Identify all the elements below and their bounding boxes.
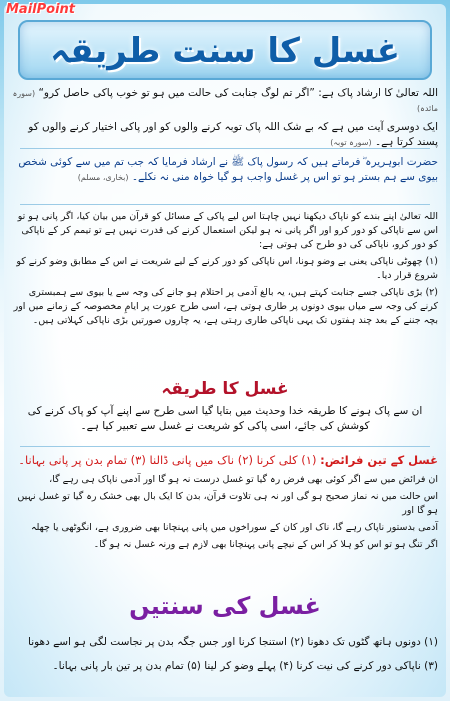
faraiz-label: غسل کے تین فرائض: bbox=[320, 453, 438, 467]
faraiz-note-3: آدمی بدستور ناپاک رہے گا، ناک اور کان کے سوراخوں میں پانی پہنچانا بھی ضروری ہے، انگوٹھی یا چھلہ bbox=[30, 522, 438, 533]
faraiz-list bbox=[12, 452, 438, 469]
sunnah-row-2: (۳) ناپاکی دور کرنے کی نیت کرنا (۴) پہلے وضو کر لینا (۵) تمام بدن پر تین بار پانی بہانا۔ bbox=[52, 660, 438, 672]
faraiz-block bbox=[12, 452, 438, 552]
hadith-text: حضرت ابوہریرہ ؓ فرماتے ہیں کہ رسول پاک ﷺ نے ارشاد فرمایا کہ جب تم میں سے کوئی شخص بیوی سے ہم بستر ہو تو اس پر غسل واجب ہو گیا خواہ منی نہ نکلے۔ (بخاری، مسلم) bbox=[18, 156, 438, 183]
faraiz-note-1: ان فرائض میں سے اگر کوئی بھی فرض رہ گیا تو غسل درست نہ ہو گا اور آدمی ناپاک ہی رہے گا، bbox=[49, 474, 438, 485]
body-para-3: (۲) بڑی ناپاکی جسے جنابت کہتے ہیں، یہ بالغ آدمی پر احتلام ہو جانے کی وجہ سے یا بیوی سے ہمبستری کرنے کی وجہ سے میاں بیوی دونوں پر طاری ہوتی ہے، اسی طرح عورت پر ایامِ مخصوصہ کے زمانے میں اور بچہ جننے کے بعد چند ہفتوں تک یہی ناپاکی طاری رہتی ہے، یہ چاروں صورتیں بڑی ناپاکی کہلاتی ہیں۔ bbox=[13, 287, 438, 326]
title-banner bbox=[18, 20, 432, 80]
faraiz-note-4: اگر تنگ ہو تو اس کو ہلا کر اس کے نیچے پانی پہنچانا بھی لازم ہے ورنہ غسل نہ ہو گا۔ bbox=[93, 539, 438, 550]
sunnah-list bbox=[12, 634, 438, 674]
body-para-1: اللہ تعالیٰ اپنے بندے کو ناپاک دیکھنا نہیں چاہتا اس لیے پاکی کے مسائل کو قرآن میں بیان کیا، اگر پانی ہو تو اس سے ناپاکی کو دور کرو اور اگر پانی نہ ہو لیکن استعمال کرنے کی قدرت نہیں ہے تو تیمم کر کے ناپاکی کو دور کرو، ناپاکی کی دو طرح کی ہوتی ہے: bbox=[17, 211, 438, 250]
ghusl-method-heading: غسل کا طریقہ bbox=[161, 379, 289, 399]
watermark-logo: MailPoint bbox=[6, 2, 76, 17]
faraiz-item: (۲) ناک میں پانی ڈالنا bbox=[149, 453, 253, 467]
sunnah-heading: غسل کی سنتیں bbox=[129, 592, 321, 620]
faraiz-item: (۱) کلی کرنا bbox=[256, 453, 317, 467]
sunnah-row-1: (۱) دونوں ہاتھ گٹوں تک دھونا (۲) استنجا کرنا اور جس جگہ بدن پر نجاست لگی ہو اسے دھونا bbox=[28, 636, 438, 648]
body-paragraphs bbox=[12, 210, 438, 328]
body-para-2: (۱) چھوٹی ناپاکی یعنی بے وضو ہونا، اس ناپاکی کو دور کرنے کے لیے شریعت نے اس کے مطابق وضو کرنے کو شروع قرار دیا۔ bbox=[16, 256, 438, 281]
intro-line-1: اللہ تعالیٰ کا ارشاد پاک ہے: ”اگر تم لوگ جنابت کی حالت میں ہو تو خوب پاکی حاصل کرو“ (سورہ مائدہ) bbox=[12, 87, 438, 113]
divider bbox=[20, 148, 430, 149]
faraiz-item: (۳) تمام بدن پر پانی بہانا۔ bbox=[18, 453, 146, 467]
divider bbox=[20, 446, 430, 447]
divider bbox=[20, 204, 430, 205]
ghusl-method-text: ان سے پاک ہونے کا طریقہ خدا وحدیث میں بتایا گیا اسی طرح سے اپنے آپ کو پاک کرنے کی کوشش کی جائے، اسی پاکی کو شریعت نے غسل سے تعبیر کیا ہے۔ bbox=[27, 405, 423, 432]
faraiz-note-2: اس حالت میں نہ نماز صحیح ہو گی اور نہ ہی تلاوت قرآن، بدن کا ایک بال بھی خشک رہ گیا تو غسل نہیں ہو گا اور bbox=[17, 491, 438, 516]
page-title: غسل کا سنت طریقہ bbox=[50, 30, 400, 71]
hadith-block bbox=[12, 155, 438, 185]
intro-block bbox=[12, 86, 438, 150]
intro-line-2: ایک دوسری آیت میں ہے کہ بے شک اللہ پاک توبہ کرنے والوں کو اور پاکی اختیار کرنے والوں کو پسند کرتا ہے۔ (سورہ توبہ) bbox=[28, 121, 438, 148]
ghusl-method-text-block bbox=[12, 404, 438, 434]
